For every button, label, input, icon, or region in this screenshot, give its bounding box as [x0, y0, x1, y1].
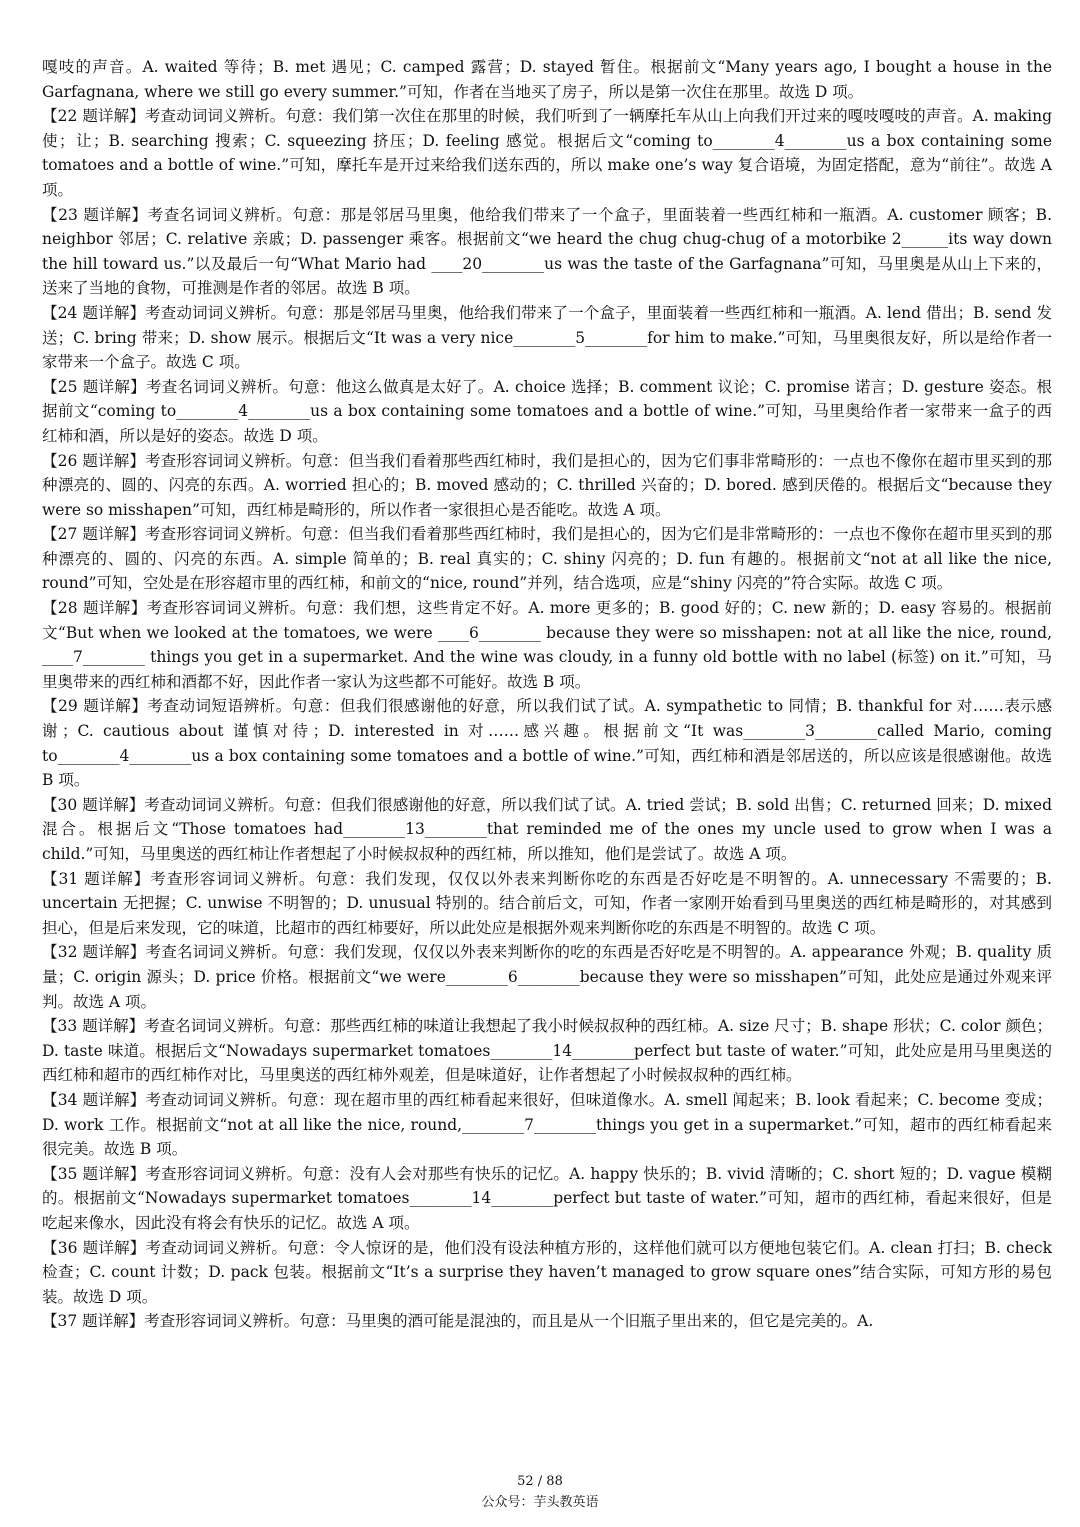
paragraph-21-continued: 嘎吱的声音。A. waited 等待；B. met 遇见；C. camped 露营；D. stayed 暂住。根据前文“Many years ago, I bought a house in the Garfagnana, where we still go every summer.”可知，作者在当地买了房子，所以是第一次住在那里。故选 D 项。 [42, 58, 1052, 101]
paragraph-28: 【28 题详解】考查形容词词义辨析。句意：我们想，这些肯定不好。A. more 更多的；B. good 好的；C. new 新的；D. easy 容易的。根据前文“But when we looked at the tomatoes, we were ____6________ because they were so misshapen: not at all like the nice, round, ____7________ things you get in a supermarket. And the wine was cloudy, in a funny old bottle with no label (标签) on it.”可知，马里奥带来的西红柿和酒都不好，因此作者一家认为这些都不可能好。故选 B 项。 [42, 599, 1052, 691]
paragraph-34: 【34 题详解】考查动词词义辨析。句意：现在超市里的西红柿看起来很好，但味道像水。A. smell 闻起来；B. look 看起来；C. become 变成；D. work 工作。根据前文“not at all like the nice, round,________7________things you get in a supermarket.”可知，超市的西红柿看起来很完美。故选 B 项。 [42, 1090, 1052, 1159]
paragraph-22: 【22 题详解】考查动词词义辨析。句意：我们第一次住在那里的时候，我们听到了一辆摩托车从山上向我们开过来的嘎吱嘎吱的声音。A. making 使；让；B. searching 搜索；C. squeezing 挤压；D. feeling 感觉。根据后文“coming to________4________us a box containing some tomatoes and a bottle of wine.”可知，摩托车是开过来给我们送东西的，所以 make one’s way 复合语境，为固定搭配，意为“前往”。故选 A 项。 [42, 107, 1052, 199]
paragraph-27: 【27 题详解】考查形容词词义辨析。句意：但当我们看着那些西红柿时，我们是担心的，因为它们是非常畸形的：一点也不像你在超市里买到的那种漂亮的、圆的、闪亮的东西。A. simple 简单的；B. real 真实的；C. shiny 闪亮的；D. fun 有趣的。根据前文“not at all like the nice, round”可知，空处是在形容超市里的西红柿，和前文的“nice, round”并列，结合选项，应是“shiny 闪亮的”符合实际。故选 C 项。 [42, 525, 1052, 593]
paragraph-30: 【30 题详解】考查动词词义辨析。句意：但我们很感谢他的好意，所以我们试了试。A. tried 尝试；B. sold 出售；C. returned 回来；D. mixed 混合。根据后文“Those tomatoes had________13________that reminded me of the ones my uncle used to grow when I was a child.”可知，马里奥送的西红柿让作者想起了小时候叔叔种的西红柿，所以推知，他们是尝试了。故选 A 项。 [42, 795, 1052, 863]
paragraph-36: 【36 题详解】考查动词词义辨析。句意：令人惊讶的是，他们没有设法种植方形的，这样他们就可以方便地包装它们。A. clean 打扫；B. check 检查；C. count 计数；D. pack 包装。根据前文“It’s a surprise they haven’t managed to grow square ones”结合实际，可知方形的易包装。故选 D 项。 [42, 1238, 1052, 1306]
paragraph-35: 【35 题详解】考查形容词词义辨析。句意：没有人会对那些有快乐的记忆。A. happy 快乐的；B. vivid 清晰的；C. short 短的；D. vague 模糊的。根据前文“Nowadays supermarket tomatoes________14________perfect but taste of water.”可知，超市的西红柿，看起来很好，但是吃起来像水，因此没有将会有快乐的记忆。故选 A 项。 [42, 1164, 1052, 1232]
paragraph-23: 【23 题详解】考查名词词义辨析。句意：那是邻居马里奥，他给我们带来了一个盒子，里面装着一些西红柿和一瓶酒。A. customer 顾客；B. neighbor 邻居；C. relative 亲戚；D. passenger 乘客。根据前文“we heard the chug chug-chug of a motorbike 2______its way down the hill toward us.”以及最后一句“What Mario had ____20________us was the taste of the Garfagnana”可知，马里奥是从山上下来的，送来了当地的食物，可推测是作者的邻居。故选 B 项。 [42, 205, 1052, 298]
paragraph-26: 【26 题详解】考查形容词词义辨析。句意：但当我们看着那些西红柿时，我们是担心的，因为它们事非常畸形的：一点也不像你在超市里买到的那种漂亮的、圆的、闪亮的东西。A. worried 担心的；B. moved 感动的；C. thrilled 兴奋的；D. bored. 感到厌倦的。根据后文“because they were so misshapen”可知，西红柿是畸形的，所以作者一家很担心是否能吃。故选 A 项。 [42, 451, 1052, 519]
answer-explanations [42, 55, 1052, 1334]
paragraph-31: 【31 题详解】考查形容词词义辨析。句意：我们发现，仅仅以外表来判断你吃的东西是否好吃是不明智的。A. unnecessary 不需要的；B. uncertain 无把握；C. unwise 不明智的；D. unusual 特别的。结合前后文，可知，作者一家刚开始看到马里奥送的西红柿是畸形的，对其感到担心，但是后来发现，它的味道，比超市的西红柿要好，所以此处应是根据外观来判断你吃的东西是不明智的。故选 C 项。 [42, 869, 1052, 937]
page-number: 52 / 88 [517, 1474, 563, 1489]
paragraph-37: 【37 题详解】考查形容词词义辨析。句意：马里奥的酒可能是混浊的，而且是从一个旧瓶子里出来的，但它是完美的。A. [42, 1312, 874, 1331]
footer-source: 公众号：芋头教英语 [481, 1495, 599, 1510]
paragraph-29: 【29 题详解】考查动词短语辨析。句意：但我们很感谢他的好意，所以我们试了试。A. sympathetic to 同情；B. thankful for 对……表示感谢；C. cautious about 谨慎对待；D. interested in 对……感兴趣。根据前文“It was________3________called Mario, coming to________4________us a box containing some tomatoes and a bottle of wine.”可知，西红柿和酒是邻居送的，所以应该是很感谢他。故选 B 项。 [42, 697, 1052, 790]
paragraph-32: 【32 题详解】考查名词词义辨析。句意：我们发现，仅仅以外表来判断你的吃的东西是否好吃是不明智的。A. appearance 外观；B. quality 质量；C. origin 源头；D. price 价格。根据前文“we were________6________because they were so misshapen”可知，此处应是通过外观来评判。故选 A 项。 [42, 943, 1052, 1011]
paragraph-25: 【25 题详解】考查名词词义辨析。句意：他这么做真是太好了。A. choice 选择；B. comment 议论；C. promise 诺言；D. gesture 姿态。根据前文“coming to________4________us a box containing some tomatoes and a bottle of wine.”可知，马里奥给作者一家带来一盒子的西红柿和酒，所以是好的姿态。故选 D 项。 [42, 377, 1052, 445]
paragraph-24: 【24 题详解】考查动词词义辨析。句意：那是邻居马里奥，他给我们带来了一个盒子，里面装着一些西红柿和一瓶酒。A. lend 借出；B. send 发送；C. bring 带来；D. show 展示。根据后文“It was a very nice________5________for him to make.”可知，马里奥很友好，所以是给作者一家带来一个盒子。故选 C 项。 [42, 303, 1052, 372]
paragraph-33: 【33 题详解】考查名词词义辨析。句意：那些西红柿的味道让我想起了我小时候叔叔种的西红柿。A. size 尺寸；B. shape 形状；C. color 颜色；D. taste 味道。根据后文“Nowadays supermarket tomatoes________14________perfect but taste of water.”可知，此处应是用马里奥送的西红柿和超市的西红柿作对比，马里奥送的西红柿外观差，但是味道好，让作者想起了小时候叔叔种的西红柿。 [42, 1017, 1052, 1085]
